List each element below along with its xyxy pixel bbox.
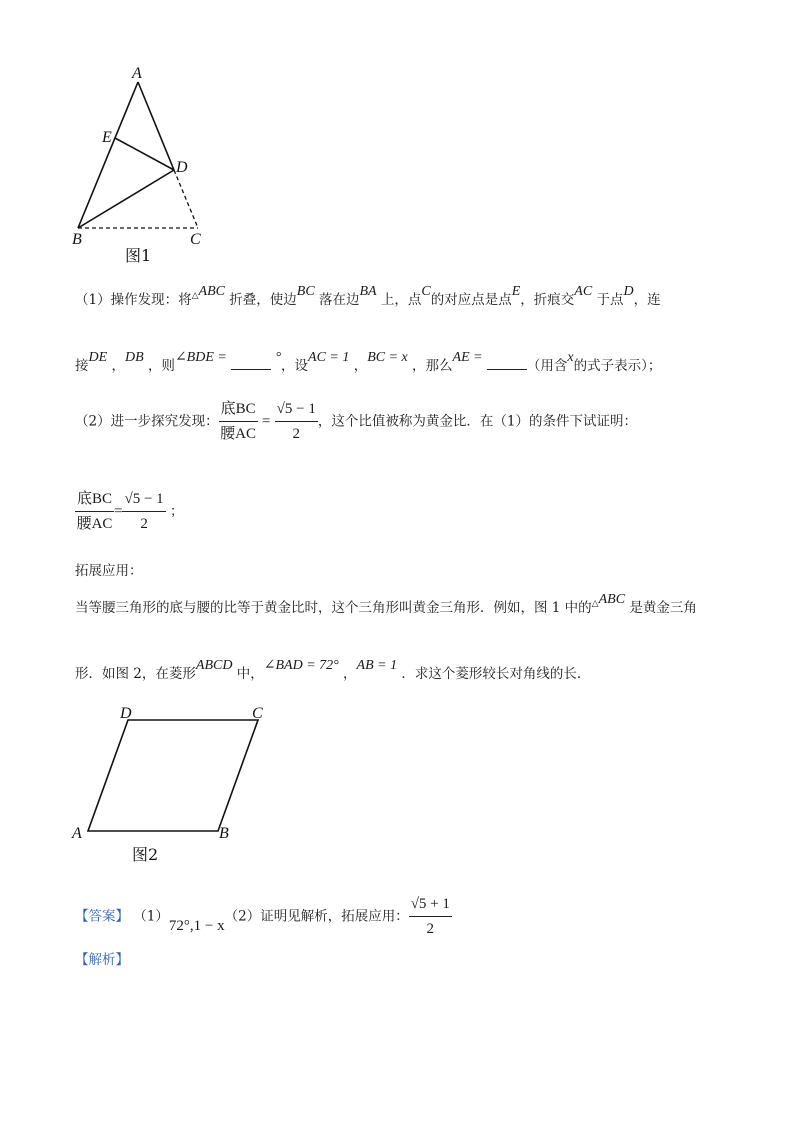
text: （2）进一步探究发现： [75,413,219,430]
question-2 [75,398,637,445]
fraction-numerator: √5 + 1 [409,893,452,917]
math-angle-bde: ∠BDE = [174,350,227,365]
fraction-denominator: 腰AC [220,426,257,442]
fraction-denominator: 腰AC [76,516,113,532]
math-ae: AE = [452,350,483,365]
text: ，则 [147,358,175,374]
triangle-symbol: △ [191,291,199,301]
math-ba: BA [359,284,377,299]
label-a: A [132,65,142,82]
equals-sign: = [114,503,123,520]
label-e: E [102,129,112,146]
answer-line [75,893,452,940]
fraction-numerator: √5 − 1 [122,488,165,512]
text: 折叠，使边 [229,292,297,308]
fraction-denominator: 2 [426,921,435,937]
math-d: D [623,284,634,299]
figure-1 [60,60,230,265]
text: ， [353,358,368,374]
text: ， [343,666,357,682]
text: 的对应点是点 [430,292,512,308]
text: ．求这个菱形较长对角线的长． [401,666,591,682]
edge-bd [78,170,174,228]
text: 当等腰三角形的底与腰的比等于黄金比时，这个三角形叫黄金三角形．例如，图 1 中的 [75,600,592,616]
analysis-tag: 【解析】 [75,952,129,968]
text: ，折痕交 [520,292,575,308]
text: 上，点 [380,292,422,308]
math-bc-eq-x: BC = x [367,350,408,365]
figure-2-caption: 图2 [132,845,159,864]
fraction-denominator: 2 [140,516,148,532]
text: ，设 [281,358,309,374]
math-abc: ABC [198,284,225,299]
label-d: D [120,705,132,722]
answer-tag: 【答案】 [75,908,129,925]
answer-part-1-value: 72°,1 − x [168,918,225,934]
text: 的式子表示）； [573,358,662,374]
text: ； [169,503,184,520]
label-c: C [252,705,263,722]
fraction-base-over-leg [219,398,258,445]
edge-dc-dashed [174,170,198,228]
math-ac-eq-1: AC = 1 [308,350,350,365]
text: （1）操作发现：将 [75,292,192,308]
math-bc: BC [296,284,315,299]
fraction-base-over-leg [75,488,114,535]
label-b: B [219,825,229,842]
question-1-line-2 [75,350,662,377]
text: 是黄金三角 [629,600,697,616]
text: （2）证明见解析，拓展应用： [224,908,409,925]
fraction-numerator: √5 − 1 [275,398,318,422]
fraction-numerator: 底BC [75,488,114,512]
text: ，这个比值被称为黄金比．在（1）的条件下试证明： [317,413,637,430]
math-x: x [567,350,574,365]
text: 形．如图 2，在菱形 [75,666,196,682]
text: （1） [133,908,169,925]
fraction-numerator: 底BC [219,398,258,422]
extension-paragraph-line-1 [75,592,697,620]
fraction-golden-ratio [275,398,318,445]
math-de: DE [88,350,108,365]
triangle-symbol: △ [591,599,599,609]
text: ， [111,358,125,374]
math-abc: ABC [598,592,626,607]
question-1-line-1 [75,284,661,312]
text: ，连 [633,292,661,308]
math-e: E [511,284,521,299]
math-abcd: ABCD [195,658,233,673]
figure-1-caption: 图1 [125,246,152,265]
text: ，那么 [412,358,453,374]
edge-ab [78,82,138,228]
math-degree: ° [275,350,282,365]
math-ac: AC [574,284,593,299]
edge-ed [115,138,174,170]
fraction-answer [409,893,452,940]
extension-paragraph-line-2 [75,658,591,685]
label-b: B [72,231,82,248]
math-ab-eq-1: AB = 1 [356,658,398,673]
proof-formula [75,488,183,535]
math-c: C [421,284,431,299]
math-angle-bad: ∠BAD = 72° [263,658,339,673]
rhombus-abcd [88,720,258,831]
fraction-denominator: 2 [292,426,301,442]
equals-sign: = [261,413,271,430]
text: 中， [236,666,264,682]
answer-blank-ae[interactable] [487,355,527,370]
extension-title: 拓展应用： [75,563,143,579]
figure-2 [62,700,282,870]
text: （用含 [526,358,568,374]
text: 于点 [596,292,624,308]
fraction-golden-ratio [122,488,165,535]
answer-blank-angle[interactable] [231,355,271,370]
text: 接 [75,358,89,374]
label-c: C [190,231,201,248]
math-db: DB [124,350,144,365]
edge-ad [138,82,174,170]
label-a: A [72,825,82,842]
text: 落在边 [318,292,360,308]
label-d: D [176,159,188,176]
